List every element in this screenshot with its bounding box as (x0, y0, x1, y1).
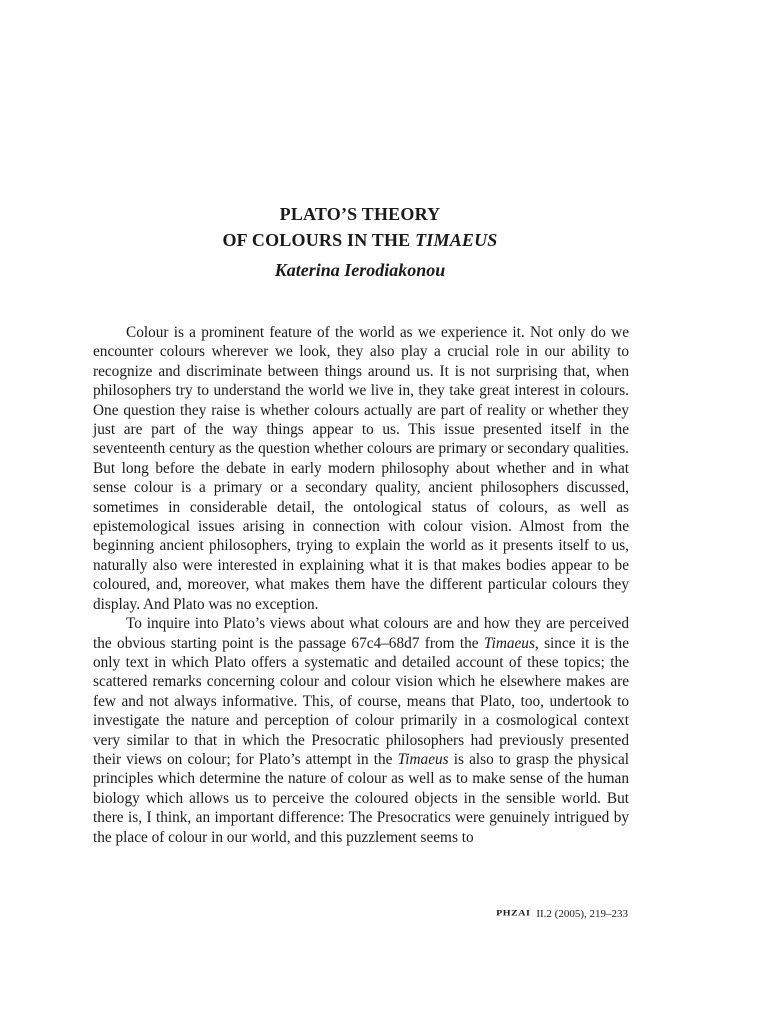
paragraph-2 (93, 614, 629, 847)
author-name: Katerina Ierodiakonou (274, 260, 446, 280)
title-prefix: OF COLOURS IN THE (222, 230, 416, 250)
article-title-line-1: PLATO’S THEORY (279, 204, 441, 224)
paragraph-2-text-c: is also to grasp the physical principles which determine the nature of colour as well as to make sense of the human biology which allows us to perceive the coloured objects in the sensible world. But there is, I think, an important difference: The Presocratics were genuinely intrigued by the place of colour in our world, and this puzzlement seems to (93, 750, 629, 846)
citation: II.2 (2005), 219–233 (536, 908, 628, 920)
paragraph-2-text-a: To inquire into Plato’s views about what colours are and how they are perceived the obvious starting point is the passage 67c4–68d7 from the (93, 615, 629, 652)
page-footer (496, 907, 628, 921)
title-italic-work: TIMAEUS (415, 230, 498, 250)
article-title-line-2 (0, 227, 720, 253)
paragraph-2-text-b: , since it is the only text in which Plato offers a systematic and detailed account of these topics; the scattered remarks concerning colour and colour vision which he elsewhere makes are few and not always informative. This, of course, means that Plato, too, undertook to investigate the nature and perception of colour primarily in a cosmological context very similar to that in which the Presocratic philosophers had previously presented their views on colour; for Plato’s attempt in the (93, 634, 629, 768)
paragraph-1-text: Colour is a prominent feature of the world as we experience it. Not only do we encounter colours wherever we look, they also play a crucial role in our ability to recognize and discriminate between things around us. It is not surprising that, when philosophers try to understand the world we live in, they take great interest in colours. One question they raise is whether colours actually are part of reality or whether they just are part of the way things appear to us. This issue presented itself in the seventeenth century as the question whether colours are primary or secondary qualities. But long before the debate in early modern philosophy about whether and in what sense colour is a primary or a secondary quality, ancient philosophers discussed, sometimes in considerable detail, the ontological status of colours, as well as epistemological issues arising in connection with colour vision. Almost from the beginning ancient philosophers, trying to explain the world as it presents itself to us, naturally also were interested in explaining what it is that makes bodies appear to be coloured, and, moreover, what makes them have the different particular colours they display. And Plato was no exception. (93, 324, 629, 613)
paragraph-2-italic-b: Timaeus (397, 750, 449, 768)
article-body (93, 323, 629, 847)
title-block (0, 201, 720, 283)
journal-logo: ΡΗΖΑΙ (496, 908, 531, 919)
paragraph-1 (93, 323, 629, 614)
paragraph-2-italic-a: Timaeus (483, 634, 535, 652)
